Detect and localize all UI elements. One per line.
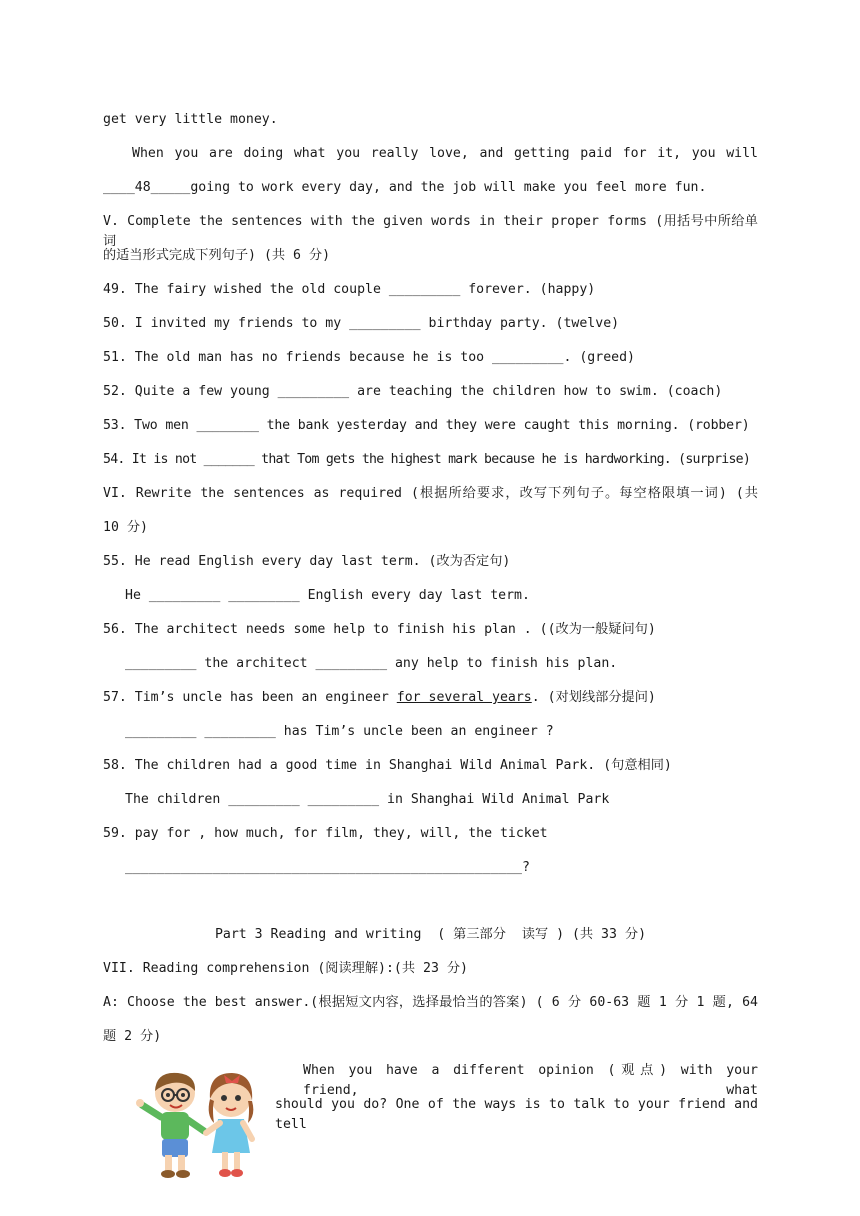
passage-line-blank-48: ____48_____going to work every day, and the job will make you feel more fun. (103, 180, 707, 195)
answer-line-58: The children _________ _________ in Shanghai Wild Animal Park (125, 792, 610, 807)
question-49: 49. The fairy wished the old couple _________ forever. (happy) (103, 282, 596, 297)
question-56: 56. The architect needs some help to finish his plan . ((改为一般疑问句) (103, 622, 656, 637)
section-v-heading-cont: 的适当形式完成下列句子) (共 6 分) (103, 248, 331, 263)
question-57-instruction: . (对划线部分提问) (531, 690, 656, 705)
section-a-instruction-cont: 题 2 分) (103, 1029, 162, 1044)
question-51: 51. The old man has no friends because he is too _________. (greed) (103, 350, 635, 365)
question-58: 58. The children had a good time in Shanghai Wild Animal Park. (句意相同) (103, 758, 672, 773)
question-53: 53. Two men ________ the bank yesterday and they were caught this morning. (robber) (103, 418, 750, 433)
section-vi-heading: VI. Rewrite the sentences as required (根据所给要求，改写下列句子。每空格限填一词) (共 (103, 486, 758, 501)
answer-line-55: He _________ _________ English every day last term. (125, 588, 530, 603)
question-55: 55. He read English every day last term. (改为否定句) (103, 554, 511, 569)
underlined-phrase: for several years (396, 690, 532, 705)
girl-figure (206, 1073, 253, 1177)
part-3-heading: Part 3 Reading and writing ( 第三部分 读写 ) (共 33 分) (214, 927, 647, 942)
children-illustration (128, 1065, 268, 1185)
question-57 (103, 688, 758, 708)
answer-line-59: __________________________________________________? (125, 860, 530, 875)
question-54: 54. It is not _______ that Tom gets the highest mark because he is hardworking. (surprise) (103, 452, 751, 467)
question-50: 50. I invited my friends to my _________ birthday party. (twelve) (103, 316, 620, 331)
section-vi-heading-cont: 10 分) (103, 520, 148, 535)
answer-line-57: _________ _________ has Tim’s uncle been an engineer ? (125, 724, 554, 739)
passage-line: get very little money. (103, 112, 278, 127)
boy-figure (136, 1073, 204, 1178)
question-57-text: 57. Tim’s uncle has been an engineer (103, 690, 397, 705)
reading-passage-line: When you have a different opinion (观点) with your friend, what (303, 1063, 758, 1098)
answer-line-56: _________ the architect _________ any help to finish his plan. (125, 656, 618, 671)
passage-line: When you are doing what you really love, and getting paid for it, you will (132, 146, 758, 161)
section-a-instruction: A: Choose the best answer.(根据短文内容，选择最恰当的答案) ( 6 分 60-63 题 1 分 1 题, 64 (103, 995, 758, 1010)
section-vii-heading: VII. Reading comprehension (阅读理解):(共 23 分) (103, 961, 468, 976)
section-v-heading: V. Complete the sentences with the given words in their proper forms (用括号中所给单词 (103, 214, 758, 249)
reading-passage-line: should you do? One of the ways is to talk to your friend and tell (275, 1097, 758, 1132)
question-59: 59. pay for , how much, for film, they, will, the ticket (103, 826, 548, 841)
question-52: 52. Quite a few young _________ are teaching the children how to swim. (coach) (103, 384, 723, 399)
